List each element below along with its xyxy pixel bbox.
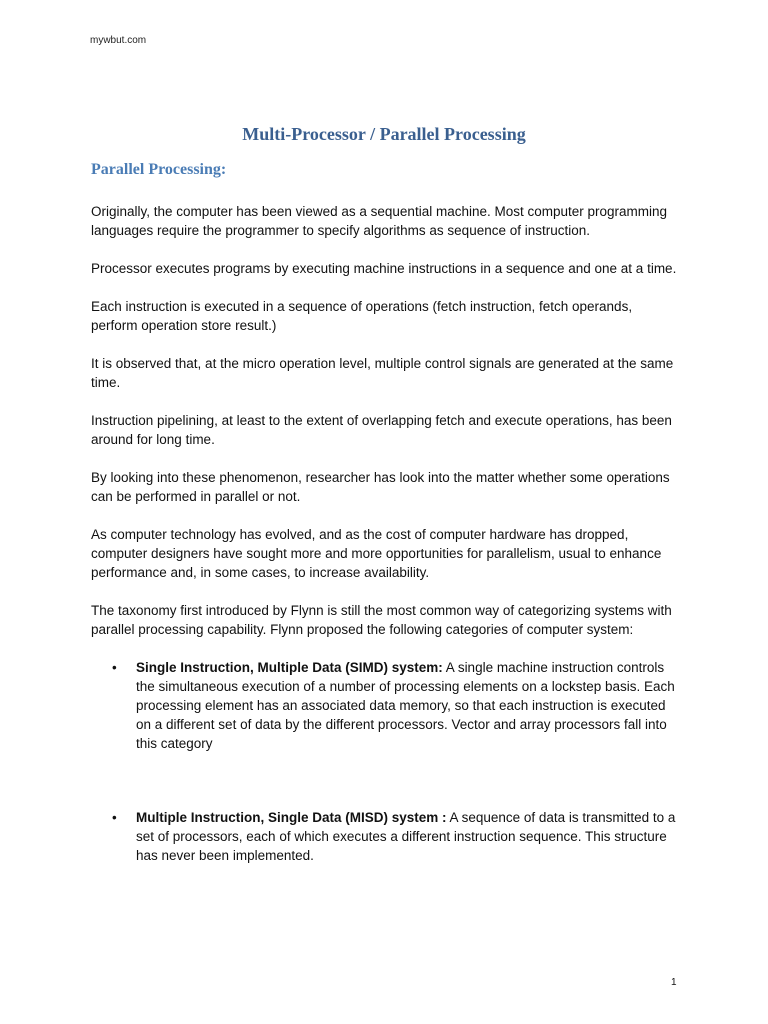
- list-item-term: Single Instruction, Multiple Data (SIMD) system:: [136, 660, 443, 675]
- paragraph: Originally, the computer has been viewed as a sequential machine. Most computer programming languages require the programmer to specify algorithms as sequence of instruction.: [91, 204, 668, 238]
- bullet-icon: •: [112, 810, 117, 825]
- list-item-term: Multiple Instruction, Single Data (MISD) system :: [136, 810, 447, 825]
- list-item-text: A single machine instruction controls the simultaneous execution of a number of processing elements on a lockstep basis. Each processing element has an associated data memory, so that each instruction is executed on a different set of data by the different processors. Vector and array processors fall into this category: [136, 660, 675, 751]
- paragraph: By looking into these phenomenon, researcher has look into the matter whether some operations can be performed in parallel or not.: [91, 470, 670, 504]
- paragraph: Each instruction is executed in a sequence of operations (fetch instruction, fetch operands, perform operation store result.): [91, 299, 633, 333]
- paragraph: As computer technology has evolved, and as the cost of computer hardware has dropped, computer designers have sought more and more opportunities for parallelism, usual to enhance performance and, in some cases, to increase availability.: [91, 527, 662, 580]
- header-site-name: mywbut.com: [90, 35, 147, 46]
- list-item-misd: [91, 808, 681, 865]
- section-heading: Parallel Processing:: [91, 161, 227, 178]
- list-item-simd: [91, 658, 681, 753]
- bullet-icon: •: [112, 660, 117, 675]
- paragraph: Instruction pipelining, at least to the extent of overlapping fetch and execute operations, has been around for long time.: [91, 413, 672, 447]
- paragraph: The taxonomy first introduced by Flynn is still the most common way of categorizing systems with parallel processing capability. Flynn proposed the following categories of computer system:: [91, 603, 672, 637]
- category-list: [91, 658, 681, 865]
- paragraph: Processor executes programs by executing machine instructions in a sequence and one at a time.: [91, 261, 677, 276]
- list-item-text: A sequence of data is transmitted to a set of processors, each of which executes a different instruction sequence. This structure has never been implemented.: [136, 810, 676, 863]
- page-number: 1: [671, 977, 677, 988]
- page-title: Multi-Processor / Parallel Processing: [242, 124, 526, 144]
- document-body: [91, 202, 681, 920]
- paragraph: It is observed that, at the micro operation level, multiple control signals are generated at the same time.: [91, 356, 674, 390]
